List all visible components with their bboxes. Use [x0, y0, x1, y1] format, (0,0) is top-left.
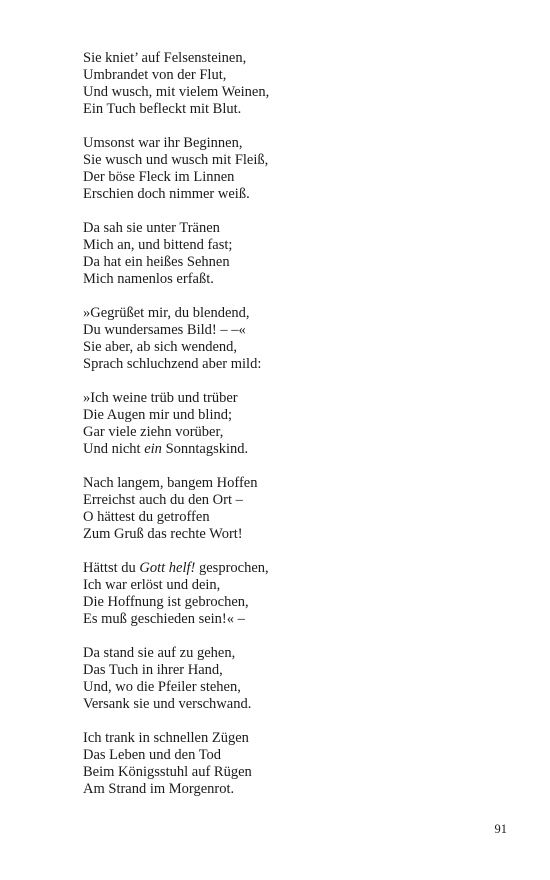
line-text: Und nicht — [83, 441, 145, 457]
poem-line — [83, 441, 503, 458]
poem-body — [83, 50, 503, 815]
line-text: Sie wusch und wusch mit Fleiß, — [83, 152, 269, 168]
stanza — [83, 390, 503, 458]
line-text: gesprochen, — [195, 560, 269, 576]
poem-line — [83, 254, 503, 271]
poem-line — [83, 237, 503, 254]
poem-line — [83, 305, 503, 322]
poem-line — [83, 509, 503, 526]
poem-line — [83, 407, 503, 424]
poem-line — [83, 611, 503, 628]
poem-line — [83, 747, 503, 764]
line-text: Da hat ein heißes Sehnen — [83, 254, 230, 270]
poem-line — [83, 560, 503, 577]
poem-line — [83, 492, 503, 509]
line-text: O hättest du getroffen — [83, 509, 210, 525]
line-text: Hättst du — [83, 560, 140, 576]
stanza — [83, 475, 503, 543]
line-text: Die Hoffnung ist gebrochen, — [83, 594, 249, 610]
poem-line — [83, 662, 503, 679]
stanza — [83, 645, 503, 713]
stanza — [83, 220, 503, 288]
line-text: Umsonst war ihr Beginnen, — [83, 135, 243, 151]
poem-line — [83, 781, 503, 798]
line-text: Mich an, und bittend fast; — [83, 237, 233, 253]
emphasized-text: ein — [144, 441, 162, 457]
poem-line — [83, 696, 503, 713]
line-text: Das Leben und den Tod — [83, 747, 222, 763]
poem-line — [83, 356, 503, 373]
poem-line — [83, 169, 503, 186]
poem-line — [83, 152, 503, 169]
line-text: Da sah sie unter Tränen — [83, 220, 220, 236]
poem-line — [83, 220, 503, 237]
line-text: Zum Gruß das rechte Wort! — [83, 526, 243, 542]
poem-line — [83, 475, 503, 492]
poem-line — [83, 186, 503, 203]
poem-line — [83, 271, 503, 288]
stanza — [83, 135, 503, 203]
line-text: Sie kniet’ auf Felsensteinen, — [83, 50, 247, 66]
page-number: 91 — [494, 822, 507, 836]
line-text: Und wusch, mit vielem Weinen, — [83, 84, 270, 100]
stanza — [83, 560, 503, 628]
line-text: Sie aber, ab sich wendend, — [83, 339, 238, 355]
line-text: Die Augen mir und blind; — [83, 407, 233, 423]
line-text: Nach langem, bangem Hoffen — [83, 475, 258, 491]
line-text: Versank sie und verschwand. — [83, 696, 252, 712]
line-text: Ein Tuch befleckt mit Blut. — [83, 101, 242, 117]
stanza — [83, 305, 503, 373]
line-text: Das Tuch in ihrer Hand, — [83, 662, 223, 678]
poem-line — [83, 390, 503, 407]
poem-line — [83, 84, 503, 101]
line-text: Der böse Fleck im Linnen — [83, 169, 235, 185]
stanza — [83, 50, 503, 118]
line-text: Es muß geschieden sein!« – — [83, 611, 245, 627]
emphasized-text: Gott helf! — [139, 560, 196, 576]
line-text: Sonntagskind. — [161, 441, 249, 457]
line-text: Du wundersames Bild! – –« — [83, 322, 246, 338]
poem-line — [83, 526, 503, 543]
poem-line — [83, 322, 503, 339]
poem-line — [83, 50, 503, 67]
line-text: Beim Königsstuhl auf Rügen — [83, 764, 252, 780]
line-text: »Gegrüßet mir, du blendend, — [83, 305, 250, 321]
line-text: Da stand sie auf zu gehen, — [83, 645, 236, 661]
poem-line — [83, 730, 503, 747]
poem-line — [83, 424, 503, 441]
poem-line — [83, 594, 503, 611]
line-text: Ich trank in schnellen Zügen — [83, 730, 249, 746]
poem-line — [83, 101, 503, 118]
poem-line — [83, 135, 503, 152]
stanza — [83, 730, 503, 798]
line-text: Sprach schluchzend aber mild: — [83, 356, 262, 372]
line-text: Am Strand im Morgenrot. — [83, 781, 235, 797]
poem-line — [83, 577, 503, 594]
line-text: Erschien doch nimmer weiß. — [83, 186, 250, 202]
poem-line — [83, 764, 503, 781]
poem-line — [83, 67, 503, 84]
line-text: Ich war erlöst und dein, — [83, 577, 221, 593]
line-text: Umbrandet von der Flut, — [83, 67, 227, 83]
poem-line — [83, 339, 503, 356]
line-text: Mich namenlos erfaßt. — [83, 271, 214, 287]
line-text: Gar viele ziehn vorüber, — [83, 424, 224, 440]
poem-line — [83, 679, 503, 696]
line-text: Erreichst auch du den Ort – — [83, 492, 243, 508]
line-text: Und, wo die Pfeiler stehen, — [83, 679, 241, 695]
line-text: »Ich weine trüb und trüber — [83, 390, 238, 406]
poem-line — [83, 645, 503, 662]
